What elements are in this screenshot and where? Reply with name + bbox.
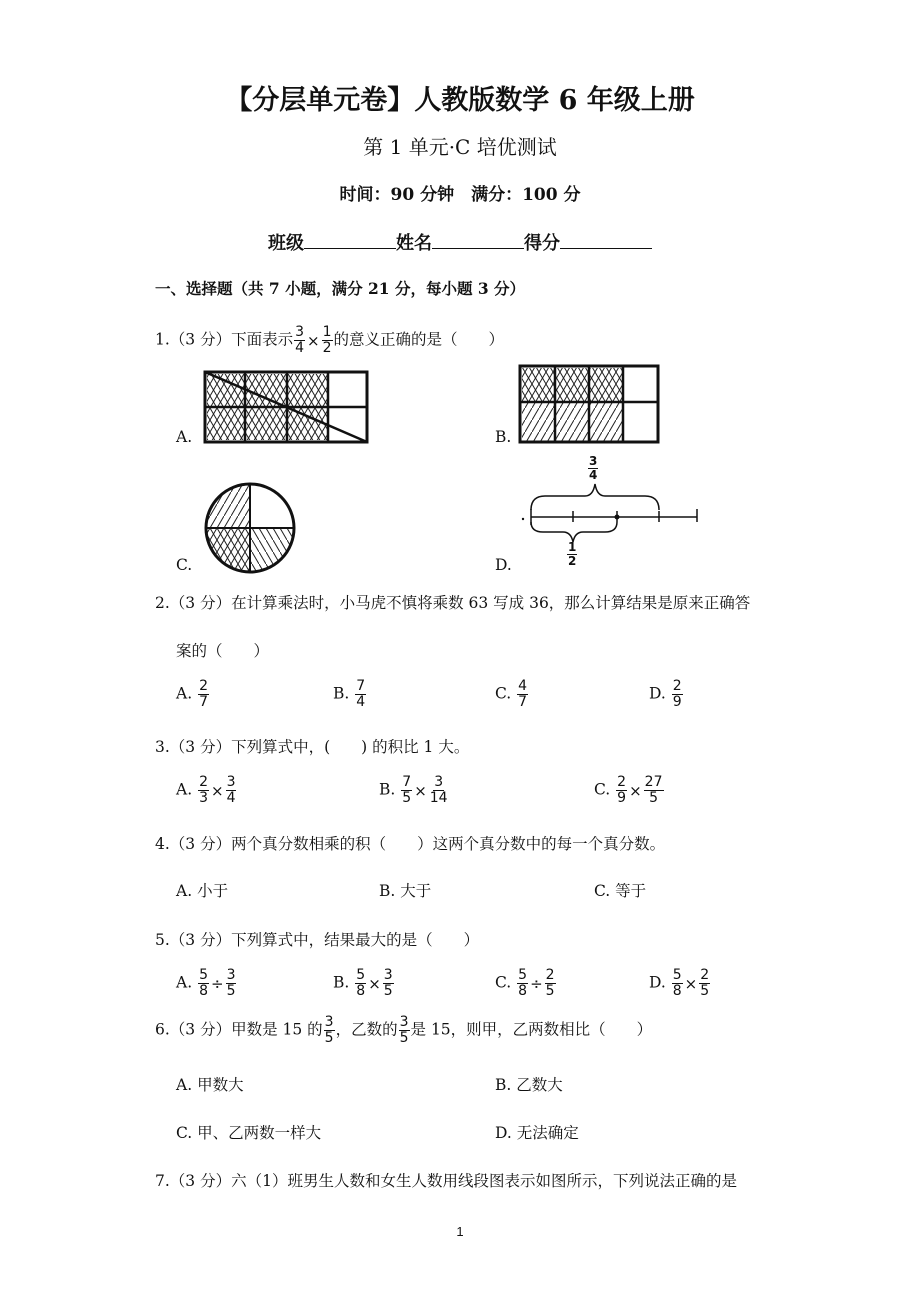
- q5-option-a[interactable]: A. $\frac{5}{8}$ ÷ $\frac{3}{5}$: [176, 967, 236, 999]
- q1-fraction-2: $\frac{1}{2}$: [322, 324, 332, 356]
- page-title: 【分层单元卷】人教版数学 6 年级上册: [225, 85, 695, 116]
- times-sign: ×: [307, 331, 320, 350]
- q2-option-a[interactable]: A. $\frac{2}{7}$: [176, 678, 208, 710]
- question-2-line-1: 2.（3 分）在计算乘法时，小马虎不慎将乘数 63 写成 36，那么计算结果是原来正确答: [155, 594, 751, 612]
- page-number: 1: [456, 1224, 464, 1239]
- q6-option-d[interactable]: D. 无法确定: [495, 1124, 579, 1142]
- page-subtitle: 第 1 单元·C 培优测试: [363, 135, 557, 159]
- q1-suffix: 的意义正确的是（ ）: [333, 330, 505, 349]
- figure-a-rectangle: [205, 372, 367, 442]
- q5-option-c[interactable]: C. $\frac{5}{8}$ ÷ $\frac{2}{5}$: [495, 967, 555, 999]
- question-6: 6.（3 分）甲数是 15 的 $\frac{3}{5}$ ，乙数的 $\frac{3}{5}$ 是 15，则甲，乙两数相比（ ）: [155, 1014, 653, 1046]
- numberline-bottom-fraction: $\frac{1}{2}$: [568, 540, 577, 568]
- q6-option-c[interactable]: C. 甲、乙两数一样大: [176, 1124, 322, 1142]
- q3-option-c[interactable]: C. $\frac{2}{9}$ × $\frac{27}{5}$: [594, 774, 663, 806]
- question-2-line-2: 案的（ ）: [176, 642, 270, 660]
- q6-option-b[interactable]: B. 乙数大: [495, 1076, 563, 1094]
- name-label: 姓名: [396, 233, 432, 254]
- q3-option-a[interactable]: A. $\frac{2}{3}$ × $\frac{3}{4}$: [176, 774, 236, 806]
- question-5: 5.（3 分）下列算式中，结果最大的是（ ）: [155, 931, 480, 949]
- q2-option-d[interactable]: D. $\frac{2}{9}$: [649, 678, 682, 710]
- q2-option-c[interactable]: C. $\frac{4}{7}$: [495, 678, 528, 710]
- q1-option-a-label[interactable]: A.: [176, 428, 193, 446]
- q1-fraction-1: $\frac{3}{4}$: [295, 324, 304, 356]
- score-field-label: 得分: [524, 233, 560, 254]
- section-heading: 一、选择题（共 7 小题，满分 21 分，每小题 3 分）: [155, 279, 526, 298]
- numberline-top-fraction: $\frac{3}{4}$: [589, 454, 598, 482]
- time-label: 时间：90 分钟: [339, 185, 455, 205]
- q4-option-b[interactable]: B. 大于: [379, 882, 432, 900]
- q5-option-d[interactable]: D. $\frac{5}{8}$ × $\frac{2}{5}$: [649, 967, 710, 999]
- class-field[interactable]: [304, 230, 396, 249]
- full-score-label: 满分：100 分: [471, 185, 581, 205]
- student-info-line: [0, 229, 920, 255]
- question-1: [155, 325, 504, 356]
- q5-option-b[interactable]: B. $\frac{5}{8}$ × $\frac{3}{5}$: [333, 967, 393, 999]
- q2-option-b[interactable]: B. $\frac{7}{4}$: [333, 678, 366, 710]
- figure-c-circle: [206, 484, 294, 572]
- question-4: 4.（3 分）两个真分数相乘的积（ ）这两个真分数中的每一个真分数。: [155, 835, 666, 853]
- figure-d-number-line: [522, 484, 697, 542]
- question-7: 7.（3 分）六（1）班男生人数和女生人数用线段图表示如图所示，下列说法正确的是: [155, 1172, 737, 1190]
- q6-option-a[interactable]: A. 甲数大: [176, 1076, 244, 1094]
- class-label: 班级: [268, 233, 304, 254]
- figure-b-rectangle: [520, 366, 658, 442]
- q1-option-c-label[interactable]: C.: [176, 556, 193, 574]
- q1-option-d-label[interactable]: D.: [495, 556, 512, 574]
- q1-option-b-label[interactable]: B.: [495, 428, 512, 446]
- question-3: 3.（3 分）下列算式中，( ) 的积比 1 大。: [155, 738, 470, 756]
- q4-option-a[interactable]: A. 小于: [176, 882, 229, 900]
- time-score-line: [0, 180, 920, 205]
- q3-option-b[interactable]: B. $\frac{7}{5}$ × $\frac{3}{14}$: [379, 774, 448, 806]
- name-field[interactable]: [432, 230, 524, 249]
- q1-prefix: 1.（3 分）下面表示: [155, 330, 294, 349]
- score-field[interactable]: [560, 230, 652, 249]
- q4-option-c[interactable]: C. 等于: [594, 882, 647, 900]
